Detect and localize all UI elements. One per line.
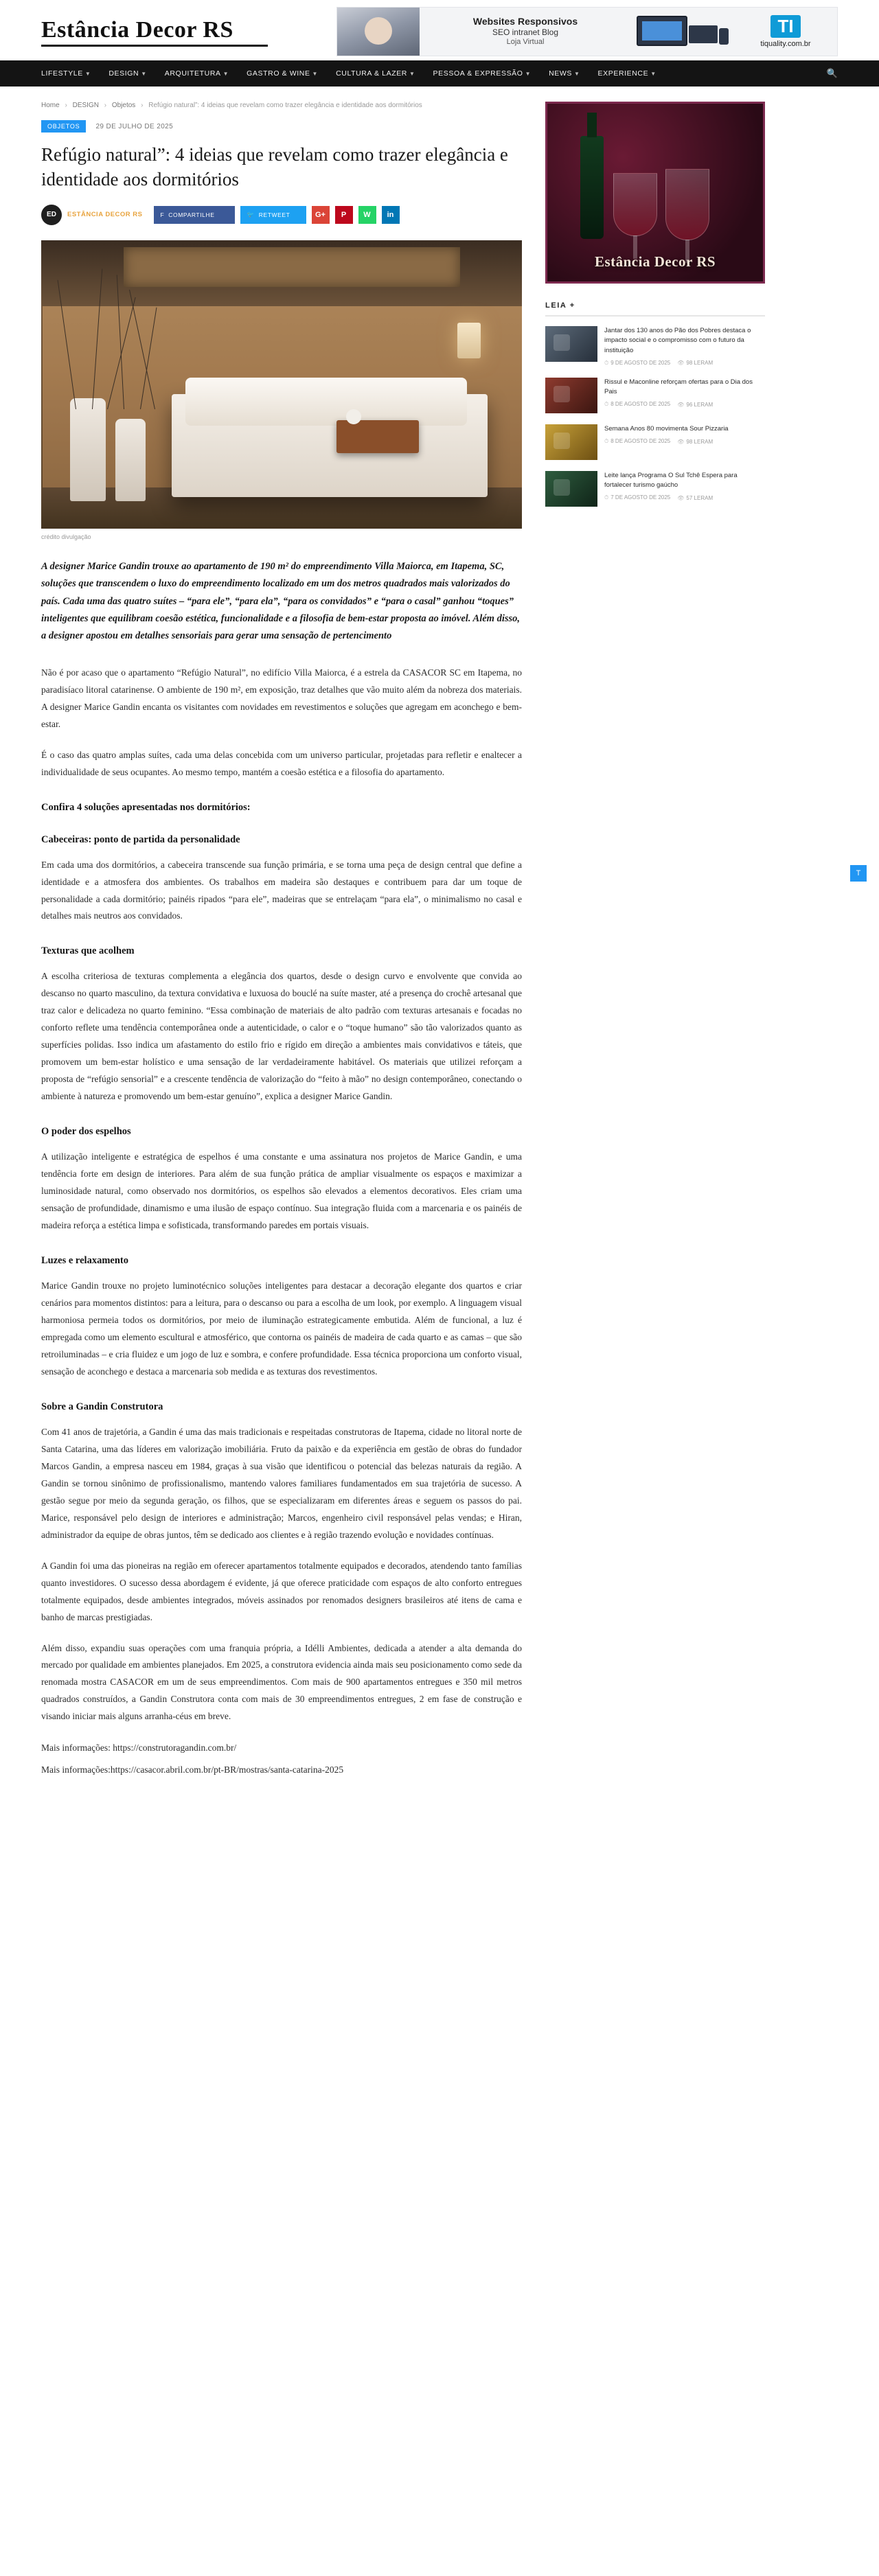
article-paragraph: Marice Gandin trouxe no projeto luminotécnico soluções inteligentes para destacar a decoração elegante dos quartos e criar cenários para momentos distintos: para a leitura, para o descanso ou para a escolha de um look, por exemplo. A linguagem visual harmoniosa permeia todos os dormitórios, por meio de iluminação estrategicamente embutida. Além de funcional, a luz é empregada como um elemento escultural e atmosférico, que contorna os painéis de madeira de cada quarto e as camas – que são retroiluminadas – e cria fluidez e um jogo de luz e sombra, e confere profundidade. Essa técnica proporciona um conforto visual, sensação de aconchego e destaca a marcenaria sob medida e as texturas dos revestimentos. xyxy=(41,1280,522,1377)
nav-label: CULTURA & LAZER xyxy=(336,69,407,78)
chevron-down-icon: ▼ xyxy=(650,71,657,77)
page-title: Refúgio natural”: 4 ideias que revelam como trazer elegância e identidade aos dormitórios xyxy=(41,144,508,190)
banner-advertisement[interactable] xyxy=(336,7,838,56)
phone-icon xyxy=(719,28,729,45)
banner-blog: Blog xyxy=(542,27,559,38)
date-text: 8 DE AGOSTO DE 2025 xyxy=(610,401,671,408)
date-text: 9 DE AGOSTO DE 2025 xyxy=(610,359,671,366)
date-text: 7 DE AGOSTO DE 2025 xyxy=(610,494,671,501)
hero-vase-right xyxy=(115,419,146,501)
banner-intranet: intranet xyxy=(512,27,540,38)
article-subheading-texturas: Texturas que acolhem xyxy=(41,945,135,957)
nav-item-gastro-wine[interactable] xyxy=(247,69,318,78)
facebook-icon: F xyxy=(160,211,165,218)
banner-seo: SEO xyxy=(492,27,510,38)
wine-glass-icon xyxy=(613,173,657,236)
chevron-down-icon: ▼ xyxy=(222,71,229,77)
eye-icon: 👁 xyxy=(677,494,685,501)
nav-item-pessoa-expressao[interactable] xyxy=(433,69,532,78)
breadcrumb xyxy=(41,102,522,109)
hero-pillows xyxy=(185,378,467,426)
list-item-meta xyxy=(604,360,765,367)
external-link-casacor[interactable]: Mais informações:https://casacor.abril.com.br/pt-BR/mostras/santa-catarina-2025 xyxy=(41,1764,344,1775)
share-facebook-label: COMPARTILHE xyxy=(168,211,215,218)
chevron-down-icon: ▼ xyxy=(312,71,319,77)
sidebar-section-title: LEIA + xyxy=(545,301,765,317)
banner-logo-mark: TI xyxy=(770,15,800,38)
list-item-meta xyxy=(604,401,765,408)
share-googleplus-button[interactable]: G+ xyxy=(312,206,330,224)
article-paragraph: Em cada uma dos dormitórios, a cabeceira transcende sua função primária, e se torna uma peça de design central que define a identidade e a atmosfera dos ambientes. Os trabalhos em madeira são destaques e contribuem para dar um toque de personalidade a cada dormitório; painéis ripados “para ele”, madeiras que se entrelaçam “para ela”, o minimalismo no casal e detalhes mais neutros aos convidados. xyxy=(41,859,522,921)
list-item-reads xyxy=(677,495,713,501)
banner-line-1: Websites Responsivos xyxy=(472,15,578,27)
list-item[interactable] xyxy=(545,424,765,460)
nav-label: ARQUITETURA xyxy=(164,69,221,78)
breadcrumb-separator: › xyxy=(141,102,144,109)
list-item-reads xyxy=(677,360,713,366)
reads-text: 96 LERAM xyxy=(686,401,714,408)
list-item-thumbnail xyxy=(545,424,597,460)
nav-label: PESSOA & EXPRESSÃO xyxy=(433,69,523,78)
list-item-date xyxy=(604,494,670,501)
list-item-title: Semana Anos 80 movimenta Sour Pizzaria xyxy=(604,424,729,433)
chevron-down-icon: ▼ xyxy=(574,71,580,77)
clock-icon: ⏱ xyxy=(604,401,609,408)
list-item-date xyxy=(604,438,670,445)
category-badge[interactable]: OBJETOS xyxy=(41,120,86,133)
article-lede: A designer Marice Gandin trouxe ao apartamento de 190 m² do empreendimento Villa Maiorca, em Itapema, SC, soluções que transcendem o luxo do empreendimento localizado em um dos metros quadrados mais valorizados do país. Cada uma das quatro suítes – “para ele”, “para ela”, “para os convidados” e “para o casal” ganhou “toques” inteligentes que equilibram coesão estética, funcionalidade e a filosofia de bem-estar proposta ao imóvel. Além disso, a designer apostou em detalhes sensoriais para gerar uma sensação de pertencimento xyxy=(41,560,521,642)
accessibility-text-size-button[interactable]: T xyxy=(850,865,867,882)
breadcrumb-home[interactable]: Home xyxy=(41,102,60,109)
wine-bottle-icon xyxy=(580,136,604,239)
breadcrumb-objetos[interactable]: Objetos xyxy=(111,102,136,109)
post-meta xyxy=(41,120,522,133)
list-item-thumbnail xyxy=(545,326,597,362)
list-item-text xyxy=(604,326,765,367)
list-item-title: Leite lança Programa O Sul Tchê Espera para fortalecer turismo gaúcho xyxy=(604,471,738,489)
post-date: 29 DE JULHO DE 2025 xyxy=(95,122,174,130)
article-content xyxy=(41,87,522,1783)
share-twitter-label: RETWEET xyxy=(258,211,290,218)
banner-advertiser-logo xyxy=(734,15,837,48)
site-logo[interactable] xyxy=(41,17,268,47)
main-navigation xyxy=(0,60,879,87)
nav-label: EXPERIENCE xyxy=(597,69,649,78)
article-paragraph: A utilização inteligente e estratégica de espelhos é uma constante e uma assinatura nos projetos de Marice Gandin, e uma tendência forte em design de interiores. Para além de sua função prática de ampliar visualmente os espaços e maximizar a luminosidade natural, como observado nos dormitórios, os espelhos são elevados a elementos decorativos. Eles criam uma sensação de profundidade, dinamismo e uma ilusão de espaço contínuo. Sua integração fluida com a marcenaria e os painéis de madeira reforça a estética limpa e sofisticada, transformando paredes em portais visuais. xyxy=(41,1151,522,1231)
date-text: 8 DE AGOSTO DE 2025 xyxy=(610,438,671,444)
list-item-meta xyxy=(604,494,765,501)
nav-label: LIFESTYLE xyxy=(41,69,83,78)
breadcrumb-separator: › xyxy=(104,102,107,109)
site-header xyxy=(0,0,879,60)
list-item[interactable] xyxy=(545,378,765,413)
banner-line-3: Loja Virtual xyxy=(506,38,545,47)
banner-line-2 xyxy=(420,27,631,38)
list-item-reads xyxy=(677,439,713,445)
list-item-date xyxy=(604,360,670,367)
avatar[interactable]: ED xyxy=(41,205,62,225)
share-pinterest-button[interactable]: P xyxy=(335,206,353,224)
article-paragraph: Não é por acaso que o apartamento “Refúgio Natural”, no edifício Villa Maiorca, é a estrela da CASACOR SC em Itapema, no paradisíaco litoral catarinense. O ambiente de 190 m², em exposição, traz detalhes que vão muito além da nobreza dos materiais. A designer Marice Gandin encanta os visitantes com novidades em revestimentos e soluções que agregam em aconchego e bem-estar. xyxy=(41,667,522,729)
nav-item-arquitetura[interactable] xyxy=(165,69,229,78)
brand-text: Estância Decor RS xyxy=(41,16,233,43)
wine-glass-icon xyxy=(665,169,709,240)
hero-breakfast-tray xyxy=(336,420,419,453)
list-item-text xyxy=(604,424,765,445)
breadcrumb-current: Refúgio natural”: 4 ideias que revelam como trazer elegância e identidade aos dormitórios xyxy=(148,102,422,109)
share-facebook-button[interactable] xyxy=(154,206,235,224)
nav-item-news[interactable] xyxy=(549,69,580,78)
reads-text: 98 LERAM xyxy=(686,438,714,445)
eye-icon: 👁 xyxy=(677,438,685,445)
article-subheading-luzes: Luzes e relaxamento xyxy=(41,1255,128,1267)
monitor-icon xyxy=(637,16,687,46)
hero-branches xyxy=(55,265,185,409)
banner-photo xyxy=(337,8,420,56)
nav-item-cultura-lazer[interactable] xyxy=(336,69,415,78)
external-link-gandin[interactable]: Mais informações: https://construtoragandin.com.br/ xyxy=(41,1743,237,1753)
share-bar xyxy=(41,205,522,225)
clock-icon: ⏱ xyxy=(604,359,609,366)
page-body xyxy=(0,87,879,1783)
article-paragraph: A escolha criteriosa de texturas complementa a elegância dos quartos, desde o design curvo e envolvente que convida ao descanso no quarto masculino, da textura convidativa e luxuosa do bouclé na suíte master, até a presença do crochê artesanal que traz calor e delicadeza no quarto feminino. “Essa combinação de materiais de alto padrão com texturas artesanais e focadas no conforto reflete uma tendência contemporânea onde a autenticidade, o calor e o “toque humano” são tão valorizados quanto as superfícies polidas. Isso indica um afastamento do estilo frio e rígido em direção a ambientes mais convidativos e táteis, que promovem um bem-estar holístico e uma sensação de lar verdadeiramente habitável. Os materiais que utilizei reforçam a proposta de “refúgio sensorial” e a crescente tendência de valorização do “feito à mão” no design contemporâneo, conectando o ambiente à natureza e promovendo um bem-estar genuíno”, explica a designer Marice Gandin. xyxy=(41,971,522,1102)
clock-icon: ⏱ xyxy=(604,494,609,501)
image-credit: crédito divulgação xyxy=(41,533,91,540)
list-item-title: Rissul e Maconline reforçam ofertas para o Dia dos Pais xyxy=(604,378,753,395)
eye-icon: 👁 xyxy=(677,401,685,408)
article-subheading-intro: Confira 4 soluções apresentadas nos dormitórios: xyxy=(41,801,251,813)
chevron-down-icon: ▼ xyxy=(525,71,532,77)
chevron-down-icon: ▼ xyxy=(141,71,147,77)
nav-items xyxy=(41,69,827,78)
search-icon[interactable]: 🔍 xyxy=(826,68,838,78)
hero-vase-left xyxy=(70,398,106,501)
list-item-reads xyxy=(677,402,713,408)
list-item-thumbnail xyxy=(545,378,597,413)
share-twitter-button[interactable] xyxy=(240,206,306,224)
list-item-title: Jantar dos 130 anos do Pão dos Pobres destaca o impacto social e o compromisso com o futuro da instituição xyxy=(604,327,751,354)
article-paragraph: A Gandin foi uma das pioneiras na região em oferecer apartamentos totalmente equipados e decorados, atendendo tanto famílias quanto investidores. O sucesso dessa abordagem é evidente, já que oferece praticidade com espaços de alto conforto entregues totalmente equipados, desde ambientes integrados, móveis assinados por renomados designers brasileiros até itens de cama e banho de marcas prestigiadas. xyxy=(41,1560,522,1622)
list-item-text xyxy=(604,471,765,502)
list-item-thumbnail xyxy=(545,471,597,507)
list-item-date xyxy=(604,401,670,408)
nav-item-lifestyle[interactable] xyxy=(41,69,91,78)
reads-text: 57 LERAM xyxy=(686,494,714,501)
brand-underline xyxy=(41,45,268,47)
chevron-down-icon: ▼ xyxy=(409,71,415,77)
sidebar-advertisement[interactable] xyxy=(545,102,765,284)
banner-devices-illustration xyxy=(631,10,734,53)
nav-label: NEWS xyxy=(549,69,572,78)
laptop-icon xyxy=(689,25,718,43)
reads-text: 98 LERAM xyxy=(686,360,714,367)
sidebar-ad-logo: Estância Decor RS xyxy=(594,253,716,270)
sidebar xyxy=(545,87,765,518)
nav-item-design[interactable] xyxy=(109,69,146,78)
article-paragraph: Com 41 anos de trajetória, a Gandin é uma das mais tradicionais e respeitadas construtoras de Itapema, cidade no litoral norte de Santa Catarina, uma das líderes em valorização imobiliária. Fruto da paixão e da experiência em gestão de obras do fundador Marcos Gandin, a empresa nasceu em 1984, graças à sua visão que identificou o potencial das belezas naturais da região. A Gandin se tornou sinônimo de profissionalismo, mantendo valores familiares fundamentados em sua trajetória de sucesso. A gestão segue por meio da segunda geração, os filhos, que se especializaram em diferentes áreas e seguem os passos do pai. Marice, responsável pelo design de interiores e administração; Marcos, engenheiro civil responsável pelas vendas; e Hiran, administrador da equipe de obras juntos, têm se dedicado aos clientes e à região trazendo evolução e novidades contínuas. xyxy=(41,1426,522,1540)
hero-lamp xyxy=(457,323,481,358)
list-item-meta xyxy=(604,438,765,445)
list-item[interactable] xyxy=(545,471,765,507)
nav-item-experience[interactable] xyxy=(598,69,657,78)
article-subheading-sobre-gandin: Sobre a Gandin Construtora xyxy=(41,1401,163,1412)
nav-label: GASTRO & WINE xyxy=(247,69,310,78)
author-name[interactable]: ESTÂNCIA DECOR RS xyxy=(67,211,143,219)
article-paragraph: Além disso, expandiu suas operações com uma franquia própria, a Idélli Ambientes, dedicada a atender a alta demanda do mercado por qualidade em ambientes planejados. Em 2025, a construtora evidencia ainda mais seu posicionamento como sede da renomada mostra CASACOR em um de seus empreendimentos. Com mais de 900 apartamentos entregues e 350 mil metros quadrados construídos, a Gandin Construtora conta com mais de 30 empreendimentos entregues, 2 em fase de construção e visando iniciar mais alguns arranha-céus em breve. xyxy=(41,1642,522,1722)
article-subheading-espelhos: O poder dos espelhos xyxy=(41,1126,131,1138)
banner-text xyxy=(420,16,631,47)
twitter-icon: 🐦 xyxy=(247,211,255,218)
eye-icon: 👁 xyxy=(677,360,685,367)
share-linkedin-button[interactable]: in xyxy=(382,206,400,224)
list-item[interactable] xyxy=(545,326,765,367)
article-subheading-cabeceiras: Cabeceiras: ponto de partida da personalidade xyxy=(41,833,240,845)
share-whatsapp-button[interactable]: W xyxy=(358,206,376,224)
clock-icon: ⏱ xyxy=(604,438,609,444)
hero-image xyxy=(41,240,522,529)
list-item-text xyxy=(604,378,765,409)
banner-domain: tiquality.com.br xyxy=(760,40,811,48)
article-paragraph: É o caso das quatro amplas suítes, cada uma delas concebida com um universo particular, projetadas para refletir e enaltecer a individualidade de seus ocupantes. Ao mesmo tempo, mantém a coesão estética e a filosofia do apartamento. xyxy=(41,749,522,777)
nav-label: DESIGN xyxy=(109,69,139,78)
chevron-down-icon: ▼ xyxy=(84,71,91,77)
breadcrumb-separator: › xyxy=(65,102,67,109)
breadcrumb-design[interactable]: DESIGN xyxy=(72,102,99,109)
